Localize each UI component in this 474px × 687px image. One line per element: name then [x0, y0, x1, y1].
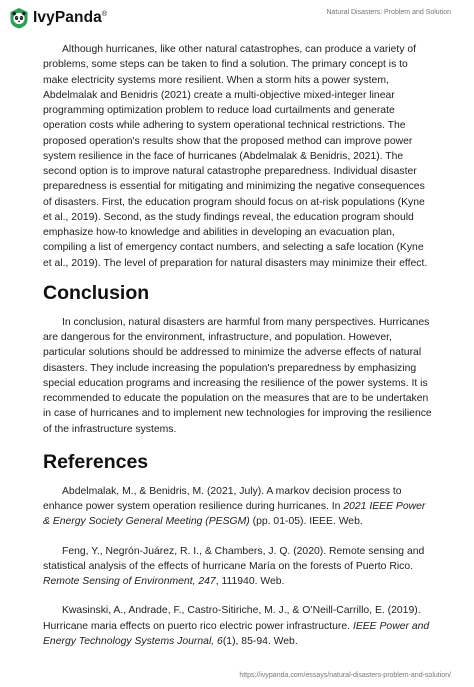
- essay-content: [43, 42, 435, 663]
- conclusion-heading: Conclusion: [43, 281, 150, 304]
- reference-item: Feng, Y., Negrón-Juárez, R. I., & Chambers, J. Q. (2020). Remote sensing and statistical analysis of the effects of hurricane María on the forests of Puerto Rico. Remote Sensing of Environment, 247, 111940. Web.: [43, 545, 425, 587]
- panda-logo-icon: [9, 7, 29, 29]
- page-header: [0, 0, 474, 34]
- document-title: Natural Disasters: Problem and Solution: [326, 9, 451, 16]
- footer-url-link[interactable]: https://ivypanda.com/essays/natural-disasters-problem-and-solution/: [239, 672, 451, 679]
- reference-item: Kwasinski, A., Andrade, F., Castro-Sitiriche, M. J., & O’Neill-Carrillo, E. (2019). Hurricane maria effects on puerto rico electric power infrastructure. IEEE Power and Energy Technology Systems Journal, 6(1), 85-94. Web.: [43, 605, 430, 647]
- references-heading: References: [43, 450, 149, 473]
- intro-paragraph: Although hurricanes, like other natural catastrophes, can produce a variety of problems, some steps can be taken to find a solution. The primary concept is to make electricity systems more resilient. When a storm hits a power system, Abdelmalak and Benidris (2021) create a multi-objective mixed-integer linear programming optimization problem to reduce load curtailments and generate operation costs while adhering to system operational technical restrictions. The proposed operation's results show that the proposed method can improve power system resilience in the face of hurricanes (Abdelmalak & Benidris, 2021). The second option is to improve natural catastrophe preparedness. Individual disaster preparedness is essential for mitigating and minimizing the negative consequences of disasters. First, the education program should focus on at-risk populations (Kyne et al., 2019). Second, as the study findings reveal, the education program should emphasize how-to knowledge and abilities in developing an evacuation plan, compiling a list of emergency contact numbers, and selecting a safe location (Kyne et al., 2019). The level of preparation for natural disasters may minimize their effect.: [43, 44, 428, 269]
- reference-item: Abdelmalak, M., & Benidris, M. (2021, July). A markov decision process to enhance power system operation resilience during hurricanes. In 2021 IEEE Power & Energy Society General Meeting (PESGM) (pp. 01-05). IEEE. Web.: [43, 485, 426, 528]
- logo-text: IvyPanda®: [33, 9, 108, 26]
- conclusion-paragraph: In conclusion, natural disasters are harmful from many perspectives. Hurricanes are dangerous for the environment, infrastructure, and population. However, particular solutions should be addressed to minimize the adverse effects of natural disasters. They include increasing the population's preparedness by emphasizing special education programs and increasing the resilience of the power systems. It is recommended to educate the population on the measures that are to be undertaken in case of hurricanes and to implement new technologies for improving the resilience of the infrastructure systems.: [43, 316, 432, 435]
- ivypanda-logo[interactable]: [9, 6, 107, 30]
